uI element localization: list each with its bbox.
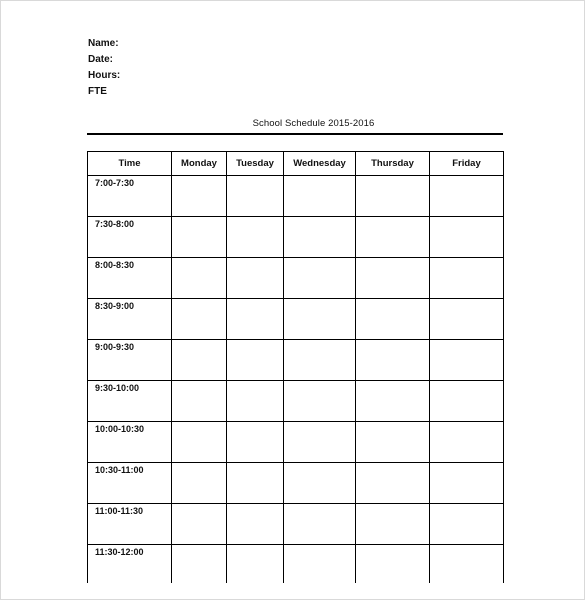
schedule-cell[interactable] xyxy=(356,381,430,422)
schedule-cell[interactable] xyxy=(172,463,227,504)
title-underline xyxy=(87,133,503,135)
schedule-cell[interactable] xyxy=(356,504,430,545)
date-field-label: Date: xyxy=(88,54,114,65)
column-header-time: Time xyxy=(88,152,172,176)
table-row xyxy=(88,463,504,504)
schedule-cell[interactable] xyxy=(227,422,284,463)
schedule-cell[interactable] xyxy=(227,176,284,217)
schedule-cell[interactable] xyxy=(284,217,356,258)
schedule-cell[interactable] xyxy=(356,258,430,299)
document-title: School Schedule 2015-2016 xyxy=(252,118,375,129)
time-slot: 8:00-8:30 xyxy=(88,258,172,299)
schedule-cell[interactable] xyxy=(430,422,504,463)
name-field-label: Name: xyxy=(88,38,119,49)
schedule-cell[interactable] xyxy=(227,504,284,545)
time-slot: 11:00-11:30 xyxy=(88,504,172,545)
schedule-cell[interactable] xyxy=(430,217,504,258)
hours-field-label: Hours: xyxy=(88,70,121,81)
schedule-cell[interactable] xyxy=(172,258,227,299)
time-slot: 10:00-10:30 xyxy=(88,422,172,463)
time-slot: 9:00-9:30 xyxy=(88,340,172,381)
schedule-cell[interactable] xyxy=(430,176,504,217)
schedule-cell[interactable] xyxy=(284,258,356,299)
schedule-cell[interactable] xyxy=(356,463,430,504)
schedule-cell[interactable] xyxy=(172,422,227,463)
schedule-cell[interactable] xyxy=(430,258,504,299)
schedule-cell[interactable] xyxy=(430,340,504,381)
schedule-cell[interactable] xyxy=(172,176,227,217)
time-slot: 7:00-7:30 xyxy=(88,176,172,217)
time-slot: 11:30-12:00 xyxy=(88,545,172,584)
column-header-thursday: Thursday xyxy=(356,152,430,176)
schedule-cell[interactable] xyxy=(430,504,504,545)
schedule-cell[interactable] xyxy=(284,545,356,584)
schedule-cell[interactable] xyxy=(227,299,284,340)
table-row xyxy=(88,258,504,299)
column-header-tuesday: Tuesday xyxy=(227,152,284,176)
schedule-cell[interactable] xyxy=(284,381,356,422)
schedule-cell[interactable] xyxy=(356,176,430,217)
schedule-cell[interactable] xyxy=(172,381,227,422)
time-slot: 8:30-9:00 xyxy=(88,299,172,340)
schedule-cell[interactable] xyxy=(284,340,356,381)
schedule-cell[interactable] xyxy=(430,545,504,584)
time-slot: 7:30-8:00 xyxy=(88,217,172,258)
header-row xyxy=(88,152,504,176)
schedule-cell[interactable] xyxy=(430,299,504,340)
schedule-cell[interactable] xyxy=(172,504,227,545)
table-row xyxy=(88,217,504,258)
schedule-cell[interactable] xyxy=(356,422,430,463)
schedule-cell[interactable] xyxy=(227,381,284,422)
table-row xyxy=(88,545,504,584)
schedule-cell[interactable] xyxy=(284,422,356,463)
table-row xyxy=(88,422,504,463)
schedule-cell[interactable] xyxy=(227,340,284,381)
time-slot: 9:30-10:00 xyxy=(88,381,172,422)
schedule-cell[interactable] xyxy=(356,545,430,584)
schedule-cell[interactable] xyxy=(356,340,430,381)
schedule-cell[interactable] xyxy=(284,504,356,545)
column-header-monday: Monday xyxy=(172,152,227,176)
schedule-cell[interactable] xyxy=(284,299,356,340)
schedule-cell[interactable] xyxy=(430,463,504,504)
schedule-cell[interactable] xyxy=(430,381,504,422)
column-header-friday: Friday xyxy=(430,152,504,176)
schedule-cell[interactable] xyxy=(227,258,284,299)
schedule-cell[interactable] xyxy=(356,217,430,258)
fte-field-label: FTE xyxy=(88,86,107,97)
schedule-cell[interactable] xyxy=(172,340,227,381)
table-row xyxy=(88,340,504,381)
schedule-cell[interactable] xyxy=(284,176,356,217)
table-row xyxy=(88,176,504,217)
schedule-cell[interactable] xyxy=(227,217,284,258)
header-fields xyxy=(88,36,120,100)
table-row xyxy=(88,299,504,340)
schedule-table xyxy=(87,151,504,583)
schedule-cell[interactable] xyxy=(172,545,227,584)
table-row xyxy=(88,504,504,545)
schedule-cell[interactable] xyxy=(227,463,284,504)
schedule-cell[interactable] xyxy=(356,299,430,340)
time-slot: 10:30-11:00 xyxy=(88,463,172,504)
schedule-cell[interactable] xyxy=(284,463,356,504)
schedule-cell[interactable] xyxy=(172,217,227,258)
table-row xyxy=(88,381,504,422)
schedule-cell[interactable] xyxy=(172,299,227,340)
schedule-cell[interactable] xyxy=(227,545,284,584)
column-header-wednesday: Wednesday xyxy=(284,152,356,176)
